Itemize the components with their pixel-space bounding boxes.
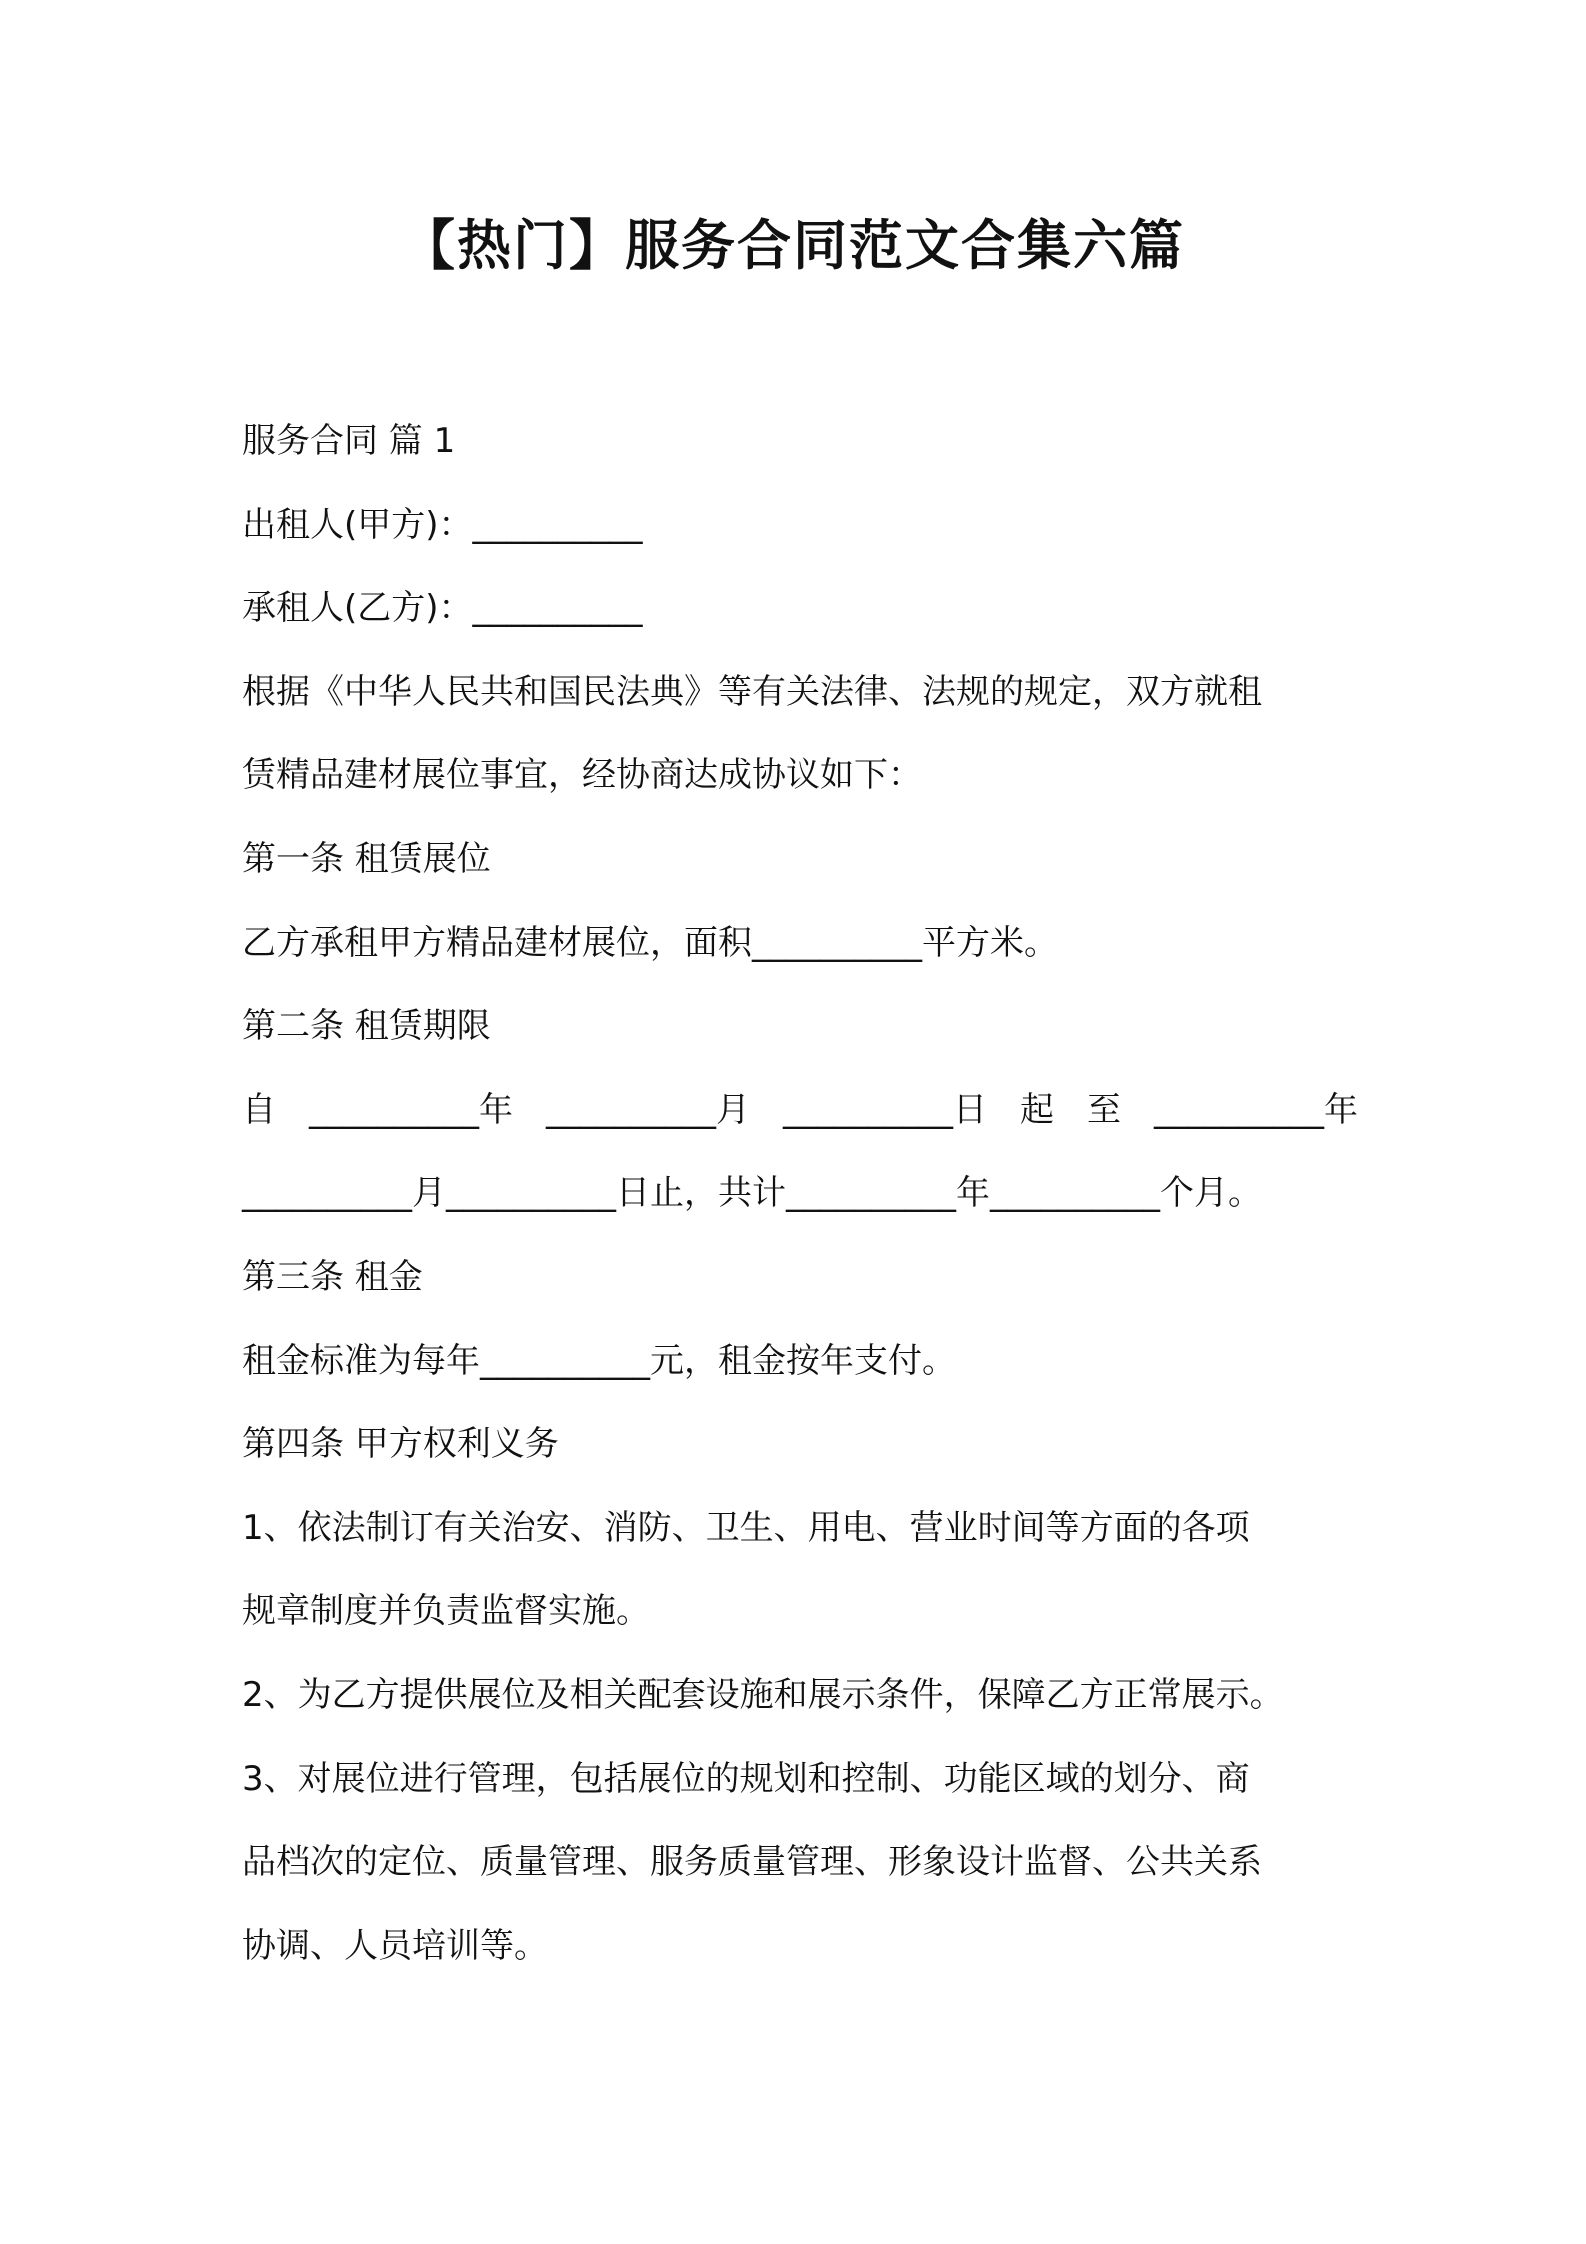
lease-term-line bbox=[242, 1069, 1358, 1153]
article-heading: 第二条 租赁期限 bbox=[242, 1006, 491, 1047]
party-a-line: 出租人(甲方)：__________ bbox=[242, 504, 643, 545]
term-part: __________年 bbox=[309, 1089, 513, 1130]
term-part: __________年 bbox=[1154, 1089, 1358, 1130]
paragraph-line: 赁精品建材展位事宜，经协商达成协议如下： bbox=[242, 755, 922, 796]
paragraph-line: 乙方承租甲方精品建材展位，面积__________平方米。 bbox=[242, 922, 1058, 963]
paragraph-line: 品档次的定位、质量管理、服务质量管理、形象设计监督、公共关系 bbox=[242, 1842, 1262, 1883]
term-part: 至 bbox=[1087, 1089, 1121, 1130]
party-b-line: 承租人(乙方)：__________ bbox=[242, 588, 643, 629]
paragraph-line: 租金标准为每年__________元，租金按年支付。 bbox=[242, 1340, 956, 1381]
document-body bbox=[242, 400, 1358, 1988]
paragraph-line: 规章制度并负责监督实施。 bbox=[242, 1591, 650, 1632]
term-part: __________日 bbox=[783, 1089, 987, 1130]
term-part: 自 bbox=[242, 1089, 276, 1130]
term-part: __________月 bbox=[546, 1089, 750, 1130]
document-title: 【热门】服务合同范文合集六篇 bbox=[401, 214, 1185, 277]
section-heading: 服务合同 篇 1 bbox=[242, 421, 456, 461]
paragraph-line: __________月__________日止，共计__________年__________个月。 bbox=[242, 1173, 1262, 1214]
article-heading: 第一条 租赁展位 bbox=[242, 838, 491, 879]
term-part: 起 bbox=[1020, 1089, 1054, 1130]
paragraph-line: 2、为乙方提供展位及相关配套设施和展示条件，保障乙方正常展示。 bbox=[242, 1674, 1284, 1715]
paragraph-line: 协调、人员培训等。 bbox=[242, 1925, 548, 1966]
article-heading: 第四条 甲方权利义务 bbox=[242, 1424, 559, 1465]
paragraph-line: 根据《中华人民共和国民法典》等有关法律、法规的规定，双方就租 bbox=[242, 671, 1262, 712]
paragraph-line: 1、依法制订有关治安、消防、卫生、用电、营业时间等方面的各项 bbox=[242, 1507, 1250, 1548]
paragraph-line: 3、对展位进行管理，包括展位的规划和控制、功能区域的划分、商 bbox=[242, 1758, 1250, 1799]
article-heading: 第三条 租金 bbox=[242, 1256, 423, 1297]
